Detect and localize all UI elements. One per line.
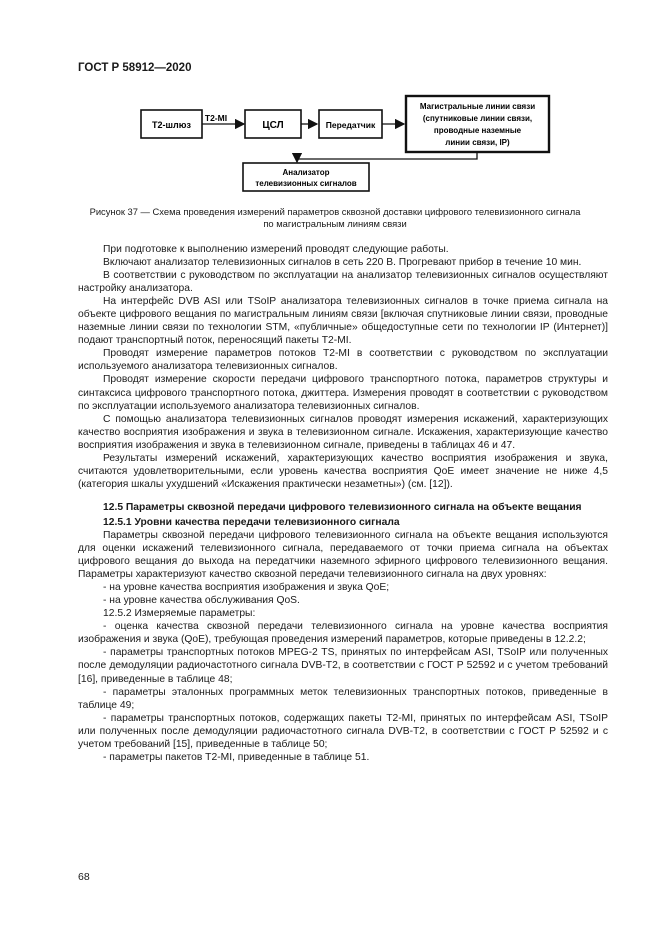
arrow-trunk-to-analyzer <box>297 152 477 162</box>
section-heading-12-5-1: 12.5.1 Уровни качества передачи телевизионного сигнала <box>103 516 400 528</box>
analyzer-box <box>243 163 369 191</box>
paragraph: Проводят измерение параметров потоков T2-MI в соответствии с руководством по эксплуатации используемого анализатора телевизионных сигналов. <box>78 348 608 373</box>
paragraph: 12.5.2 Измеряемые параметры: <box>103 608 256 620</box>
paragraph: Включают анализатор телевизионных сигналов в сеть 220 В. Прогревают прибор в течение 10 мин. <box>103 257 582 269</box>
paragraph: С помощью анализатора телевизионных сигналов проводят измерения искажений, характеризующих качество восприятия изображения и звука в телевизионном сигнале. Искажения, характеризующие качество восприятия изображения и звука в телевизионном сигнале, приведены в таблицах 46 и 47. <box>78 413 608 451</box>
trunk-line-2: (спутниковые линии связи, <box>422 114 533 123</box>
list-item: - на уровне качества восприятия изображения и звука QoE; <box>103 582 390 594</box>
paragraph: Результаты измерений искажений, характеризующих качество восприятия изображения и звука, считаются удовлетворительными, если уровень качества восприятия QoE имеет значение не ниже 4,5 (категория шкалы ухудшений «Искажения практически незаметны») (см. [12]). <box>78 452 608 490</box>
trunk-line-4: линии связи, IP) <box>445 138 510 147</box>
list-item: - параметры транспортных потоков MPEG-2 TS, принятых по интерфейсам ASI, TSoIP или полученных после демодуляции радиочастотного сигнала DVB-T2, в соответствии с ГОСТ Р 52592 и с учетом требований [16], приведенные в таблице 48; <box>78 647 608 685</box>
transmitter-label: Передатчик <box>325 120 376 130</box>
body-text <box>78 243 608 764</box>
list-item: - на уровне качества обслуживания QoS. <box>103 595 300 607</box>
t2-gateway-box <box>141 110 202 138</box>
page-number: 68 <box>78 871 90 883</box>
cssl-label: ЦСЛ <box>262 120 284 131</box>
t2mi-arrow-label: T2-MI <box>204 113 228 123</box>
list-item: - параметры эталонных программных меток телевизионных транспортных потоков, приведенные в таблице 49; <box>78 686 608 711</box>
trunk-line-3: проводные наземные <box>433 126 522 135</box>
paragraph: Проводят измерение скорости передачи цифрового транспортного потока, параметров структуры и синтаксиса цифрового транспортного потока, джиттера. Измерения проводят в соответствии с руководством по эксплуатации используемого анализатора телевизионных сигналов. <box>78 374 608 412</box>
analyzer-line-1: Анализатор <box>282 168 330 177</box>
document-header: ГОСТ Р 58912—2020 <box>78 62 192 74</box>
section-heading-12-5: 12.5 Параметры сквозной передачи цифрового телевизионного сигнала на объекте вещания <box>103 501 582 513</box>
t2-gateway-label: Т2-шлюз <box>152 120 191 130</box>
figure-caption <box>78 206 592 230</box>
list-item: - параметры пакетов T2-MI, приведенные в таблице 51. <box>103 751 370 763</box>
caption-line-1: Рисунок 37 — Схема проведения измерений параметров сквозной доставки цифрового телевизионного сигнала <box>89 206 581 217</box>
caption-line-2: по магистральным линиям связи <box>263 218 407 229</box>
cssl-box <box>245 110 301 138</box>
paragraph: Параметры сквозной передачи цифрового телевизионного сигнала на объекте вещания используются для оценки искажений телевизионного сигнала, передаваемого от точки приема сигнала на объектах цифрового вещания до выхода на передатчики наземного эфирного цифрового телевизионного вещания. Параметры характеризуют качество сквозной передачи телевизионного сигнала на двух уровнях: <box>78 529 608 581</box>
analyzer-line-2: телевизионных сигналов <box>255 179 357 188</box>
list-item: - параметры транспортных потоков, содержащих пакеты T2-MI, принятых по интерфейсам ASI, TSoIP или полученных после демодуляции радиочастотного сигнала DVB-T2, в соответствии с ГОСТ Р 52592 и с учетом требований [15], приведенные в таблице 50; <box>78 712 608 750</box>
list-item: - оценка качества сквозной передачи телевизионного сигнала на уровне качества восприятия изображения и звука (QoE), требующая проведения измерений параметров, которые приведены в 12.2.2; <box>78 621 608 646</box>
trunk-line-1: Магистральные линии связи <box>419 102 536 111</box>
paragraph: При подготовке к выполнению измерений проводят следующие работы. <box>103 244 449 255</box>
transmitter-box <box>319 110 382 138</box>
paragraph: В соответствии с руководством по эксплуатации на анализатор телевизионных сигналов осуществляют настройку анализатора. <box>78 270 608 295</box>
measurement-diagram <box>0 0 661 200</box>
trunk-lines-box <box>406 96 549 152</box>
paragraph: На интерфейс DVB ASI или TSoIP анализатора телевизионных сигналов в точке приема сигнала на объекте цифрового вещания по магистральным линиям связи [включая спутниковые линии связи, проводные наземные линии связи по технологии STM, «публичные» общедоступные сети по технологии IP (Интернет)] подают транспортный поток, переносящий пакеты T2-MI. <box>78 296 608 347</box>
